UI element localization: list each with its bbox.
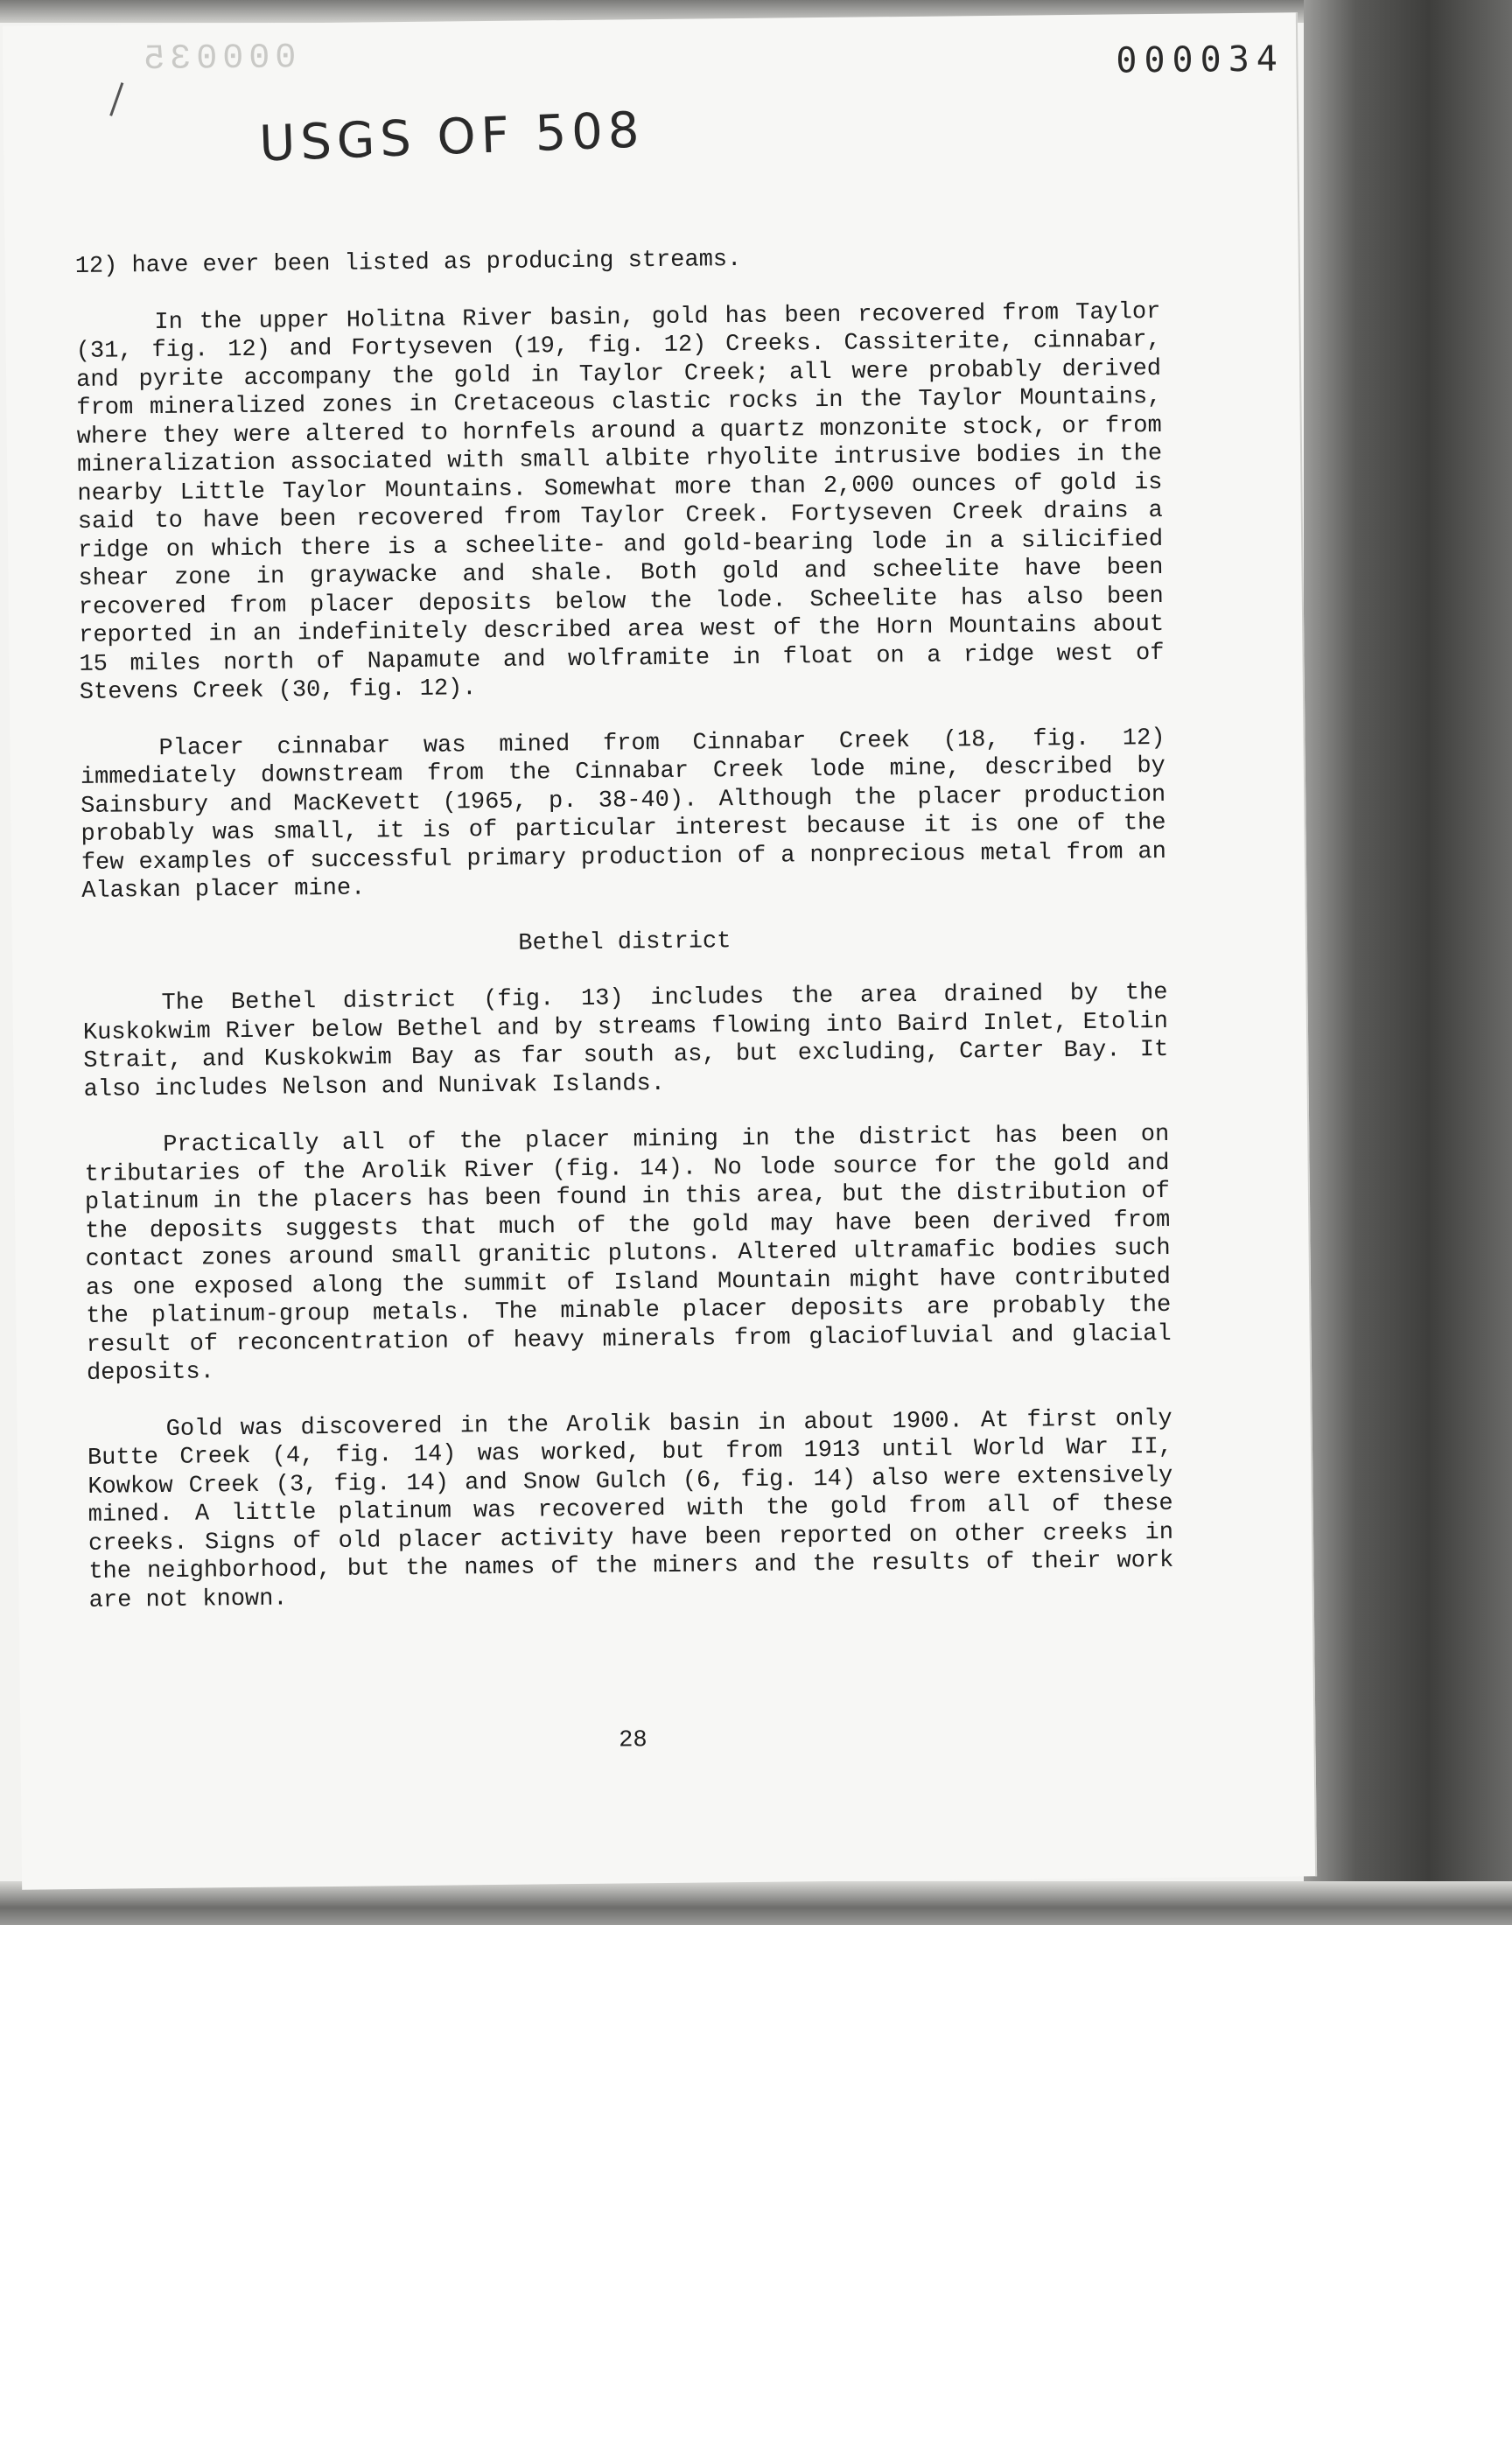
paragraph-bethel-district: The Bethel district (fig. 13) includes the area drained by the Kuskokwim River below Bethel and by streams flowing into Baird Inlet, Etolin Strait, and Kuskokwim Bay as far south as, but excluding, Carter Bay. It also includes Nelson and Nunivak Islands. [82, 979, 1169, 1103]
page-number: 28 [619, 1727, 648, 1754]
scan-bottom-edge [0, 1881, 1512, 1925]
paragraph-gold-discovery: Gold was discovered in the Arolik basin in about 1900. At first only Butte Creek (4, fig. 14) was worked, but from 1913 until World War II, Kowkow Creek (3, fig. 14) and Snow Gulch (6, fig. 14) also were extensively mined. A little platinum was recovered with the gold from all of these creeks. Signs of old placer activity have been reported on other creeks in the neighborhood, but the names of the miners and the results of their work are not known. [87, 1405, 1174, 1614]
paragraph-holitna: In the upper Holitna River basin, gold has been recovered from Taylor (31, fig. 12) and Fortyseven (19, fig. 12) Creeks. Cassiterite, cinnabar, and pyrite accompany the gold in Taylor Creek; all were probably derived from mineralized zones in Cretaceous clastic rocks in the Taylor Mountains, where they were altered to hornfels around a quartz monzonite stock, or from mineralization associated with small albite rhyolite intrusive bodies in the nearby Little Taylor Mountains. Somewhat more than 2,000 ounces of gold is said to have been recovered from Taylor Creek. Fortyseven Creek drains a ridge on which there is a scheelite- and gold-bearing lode in a silicified shear zone in graywacke and shale. Both gold and scheelite have been recovered from placer deposits below the lode. Scheelite has also been reported in an indefinitely described area west of the Horn Mountains about 15 miles north of Napamute and wolframite in float on a ridge west of Stevens Creek (30, fig. 12). [75, 298, 1165, 706]
paragraph-arolik-river: Practically all of the placer mining in the district has been on tributaries of the Arolik River (fig. 14). No lode source for the gold and platinum in the placers has been found in this area, but the distribution of the deposits suggests that much of the gold may have been derived from contact zones around small granitic plutons. Altered ultramafic bodies such as one exposed along the summit of Island Mountain might have contributed the platinum-group metals. The minable placer deposits are probably the result of reconcentration of heavy minerals from glaciofluvial and glacial deposits. [84, 1121, 1172, 1387]
scan-right-shadow [1304, 0, 1512, 1925]
faint-bleedthrough-number: 000035 [138, 38, 297, 80]
section-heading: Bethel district [518, 928, 732, 957]
document-page [3, 12, 1317, 1889]
handwritten-label: USGS OF 508 [258, 102, 646, 173]
pen-mark [109, 82, 123, 116]
paragraph-cinnabar: Placer cinnabar was mined from Cinnabar Creek (18, fig. 12) immediately downstream from the Cinnabar Creek lode mine, described by Sainsbury and MacKevett (1965, p. 38-40). Although the placer production probably was small, it is of particular interest because it is one of the few examples of successful primary production of a nonprecious metal from an Alaskan placer mine. [80, 724, 1166, 905]
paragraph-continuation: 12) have ever been listed as producing streams. [74, 246, 742, 280]
document-number-stamp: 000034 [1116, 38, 1285, 81]
body-text [75, 242, 1175, 1643]
